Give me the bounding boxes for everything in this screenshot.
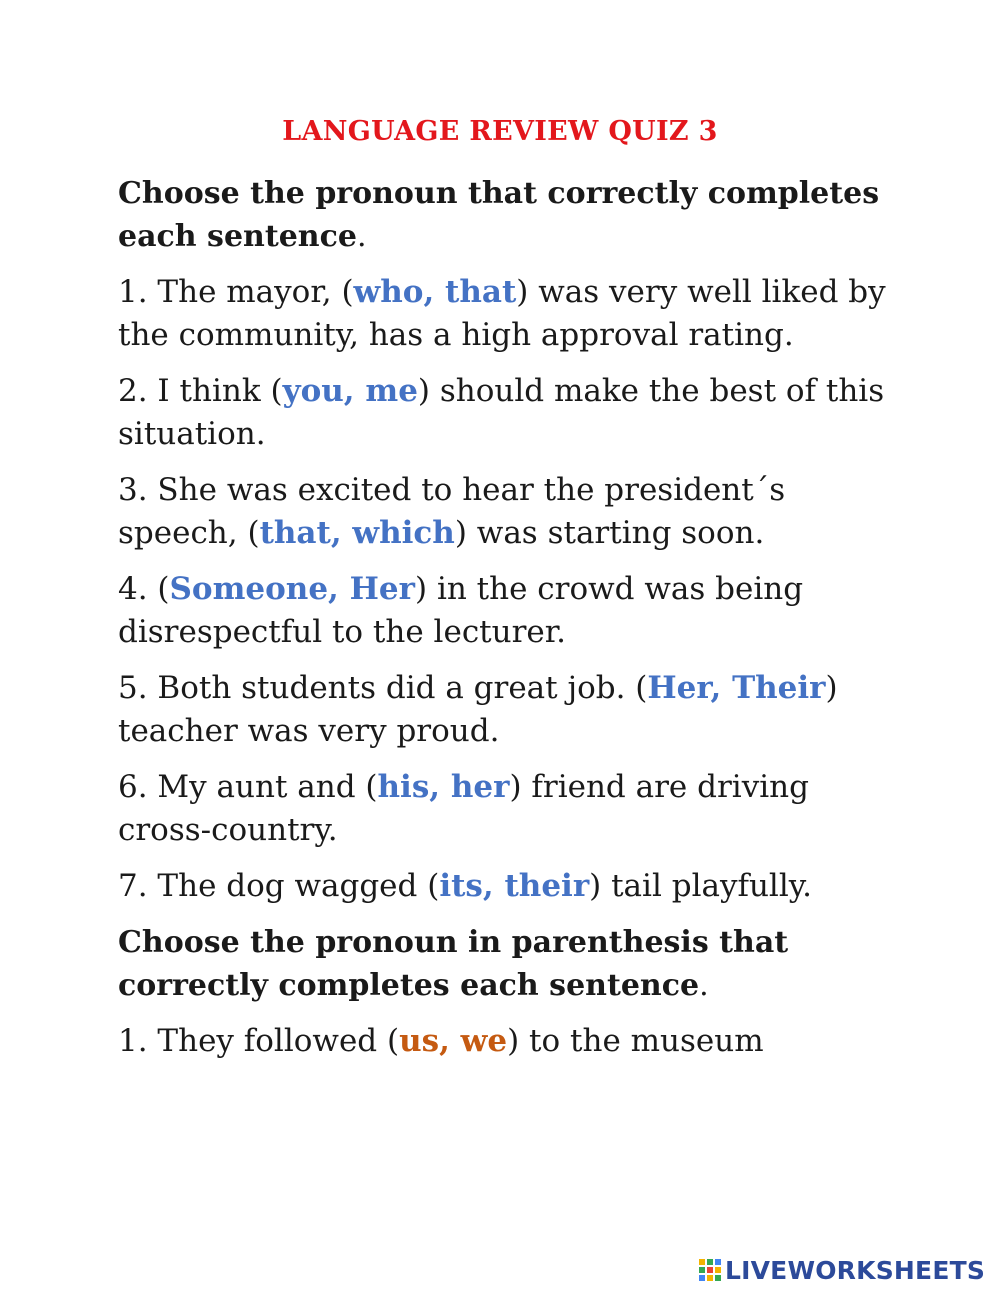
- question-7: 7. The dog wagged (its, their) tail playfully.: [118, 868, 812, 904]
- answer-options[interactable]: its, their: [439, 868, 590, 904]
- question-1: 1. The mayor, (who, that) was very well liked by the community, has a high approval rating.: [118, 274, 886, 353]
- section1-instruction: Choose the pronoun that correctly completes each sentence.: [118, 176, 880, 254]
- answer-options[interactable]: you, me: [282, 373, 418, 409]
- answer-options[interactable]: Her, Their: [647, 670, 826, 706]
- section2-question-1: 1. They followed (us, we) to the museum: [118, 1023, 764, 1059]
- question-5: 5. Both students did a great job. (Her, Their) teacher was very proud.: [118, 670, 838, 749]
- answer-options[interactable]: us, we: [399, 1023, 508, 1059]
- page-title: LANGUAGE REVIEW QUIZ 3: [282, 116, 718, 147]
- liveworksheets-logo: [698, 1255, 985, 1285]
- section2-instruction: Choose the pronoun in parenthesis that correctly completes each sentence.: [118, 925, 789, 1003]
- quiz-content: [118, 172, 898, 1076]
- question-2: 2. I think (you, me) should make the best of this situation.: [118, 373, 885, 452]
- liveworksheets-logo-text: LIVEWORKSHEETS: [725, 1255, 986, 1285]
- answer-options[interactable]: that, which: [259, 515, 455, 551]
- answer-options[interactable]: Someone, Her: [169, 571, 415, 607]
- answer-options[interactable]: who, that: [353, 274, 517, 310]
- question-4: 4. (Someone, Her) in the crowd was being disrespectful to the lecturer.: [118, 571, 804, 650]
- question-6: 6. My aunt and (his, her) friend are driving cross-country.: [118, 769, 809, 848]
- answer-options[interactable]: his, her: [377, 769, 510, 805]
- question-3: 3. She was excited to hear the president´s speech, (that, which) was starting soon.: [118, 472, 786, 551]
- liveworksheets-logo-icon: [698, 1258, 722, 1282]
